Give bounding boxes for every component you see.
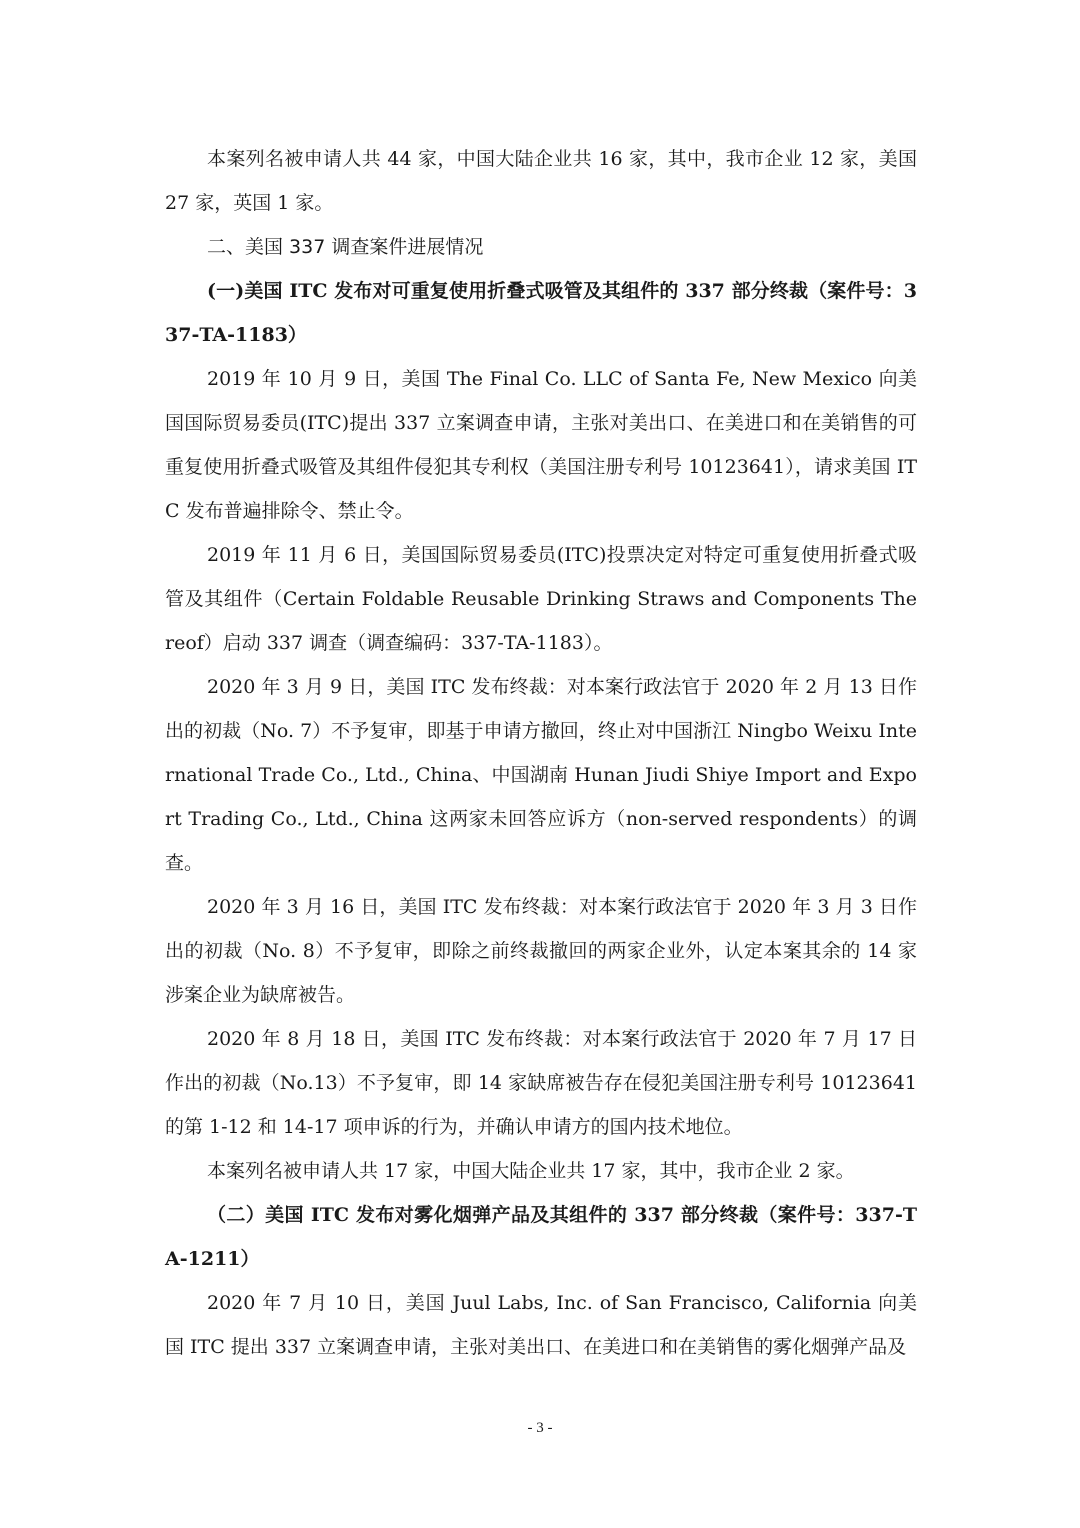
section-heading: 二、美国 337 调查案件进展情况 (207, 236, 484, 258)
case2-paragraph: 2020 年 7 月 10 日，美国 Juul Labs, Inc. of San Francisco, California 向美国 ITC 提出 337 立案调查申请，主张对美出口、在美进口和在美销售的雾化烟弹产品及 (165, 1292, 917, 1358)
page-number: - 3 - (527, 1420, 553, 1436)
case1-paragraph: 2020 年 3 月 9 日，美国 ITC 发布终裁：对本案行政法官于 2020 年 2 月 13 日作出的初裁（No. 7）不予复审，即基于申请方撤回，终止对中国浙江 Ningbo Weixu International Trade Co., Ltd., China、中国湖南 Hunan Jiudi Shiye Import and Export Trading Co., Ltd., China 这两家未回答应诉方（non-served respondents）的调查。 (165, 676, 917, 874)
paragraph-respondents-summary: 本案列名被申请人共 44 家，中国大陆企业共 16 家，其中，我市企业 12 家，美国 27 家，英国 1 家。 (165, 148, 917, 214)
case1-paragraph: 2020 年 8 月 18 日，美国 ITC 发布终裁：对本案行政法官于 2020 年 7 月 17 日作出的初裁（No.13）不予复审，即 14 家缺席被告存在侵犯美国注册专利号 10123641 的第 1-12 和 14-17 项申诉的行为，并确认申请方的国内技术地位。 (165, 1028, 917, 1138)
case1-paragraph: 2020 年 3 月 16 日，美国 ITC 发布终裁：对本案行政法官于 2020 年 3 月 3 日作出的初裁（No. 8）不予复审，即除之前终裁撤回的两家企业外，认定本案其余的 14 家涉案企业为缺席被告。 (165, 896, 917, 1006)
document-body (165, 137, 917, 1369)
case1-paragraph: 2019 年 10 月 9 日，美国 The Final Co. LLC of Santa Fe, New Mexico 向美国国际贸易委员(ITC)提出 337 立案调查申请，主张对美出口、在美进口和在美销售的可重复使用折叠式吸管及其组件侵犯其专利权（美国注册专利号 10123641），请求美国 ITC 发布普遍排除令、禁止令。 (165, 368, 917, 522)
case2-heading: （二）美国 ITC 发布对雾化烟弹产品及其组件的 337 部分终裁（案件号：337-TA-1211） (165, 1204, 917, 1270)
case1-paragraph: 本案列名被申请人共 17 家，中国大陆企业共 17 家，其中，我市企业 2 家。 (207, 1160, 855, 1182)
case1-paragraph: 2019 年 11 月 6 日，美国国际贸易委员(ITC)投票决定对特定可重复使用折叠式吸管及其组件（Certain Foldable Reusable Drinking Straws and Components Thereof）启动 337 调查（调查编码：337-TA-1183）。 (165, 544, 917, 654)
case1-heading: (一)美国 ITC 发布对可重复使用折叠式吸管及其组件的 337 部分终裁（案件号：337-TA-1183） (165, 280, 917, 346)
